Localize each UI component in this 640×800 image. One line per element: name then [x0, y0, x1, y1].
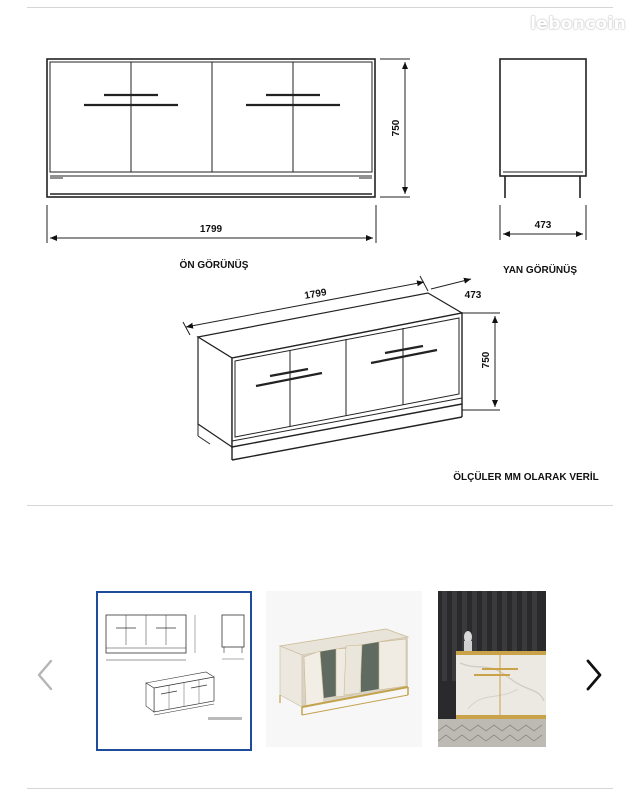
- previous-image-button[interactable]: [34, 653, 58, 697]
- chevron-left-icon: [34, 653, 58, 697]
- units-note: ÖLÇÜLER MM OLARAK VERİL: [453, 472, 599, 483]
- thumbnail-open-sideboard-photo[interactable]: [266, 591, 422, 747]
- bottom-divider: [27, 788, 613, 789]
- gallery-divider: [27, 505, 613, 506]
- thumbnail-dimension-drawing[interactable]: [96, 591, 252, 751]
- front-view: [47, 59, 375, 197]
- iso-width-label: 1799: [303, 287, 328, 302]
- thumbnail-drawing-graphic: [98, 593, 250, 745]
- front-height-label: 750: [391, 119, 402, 137]
- leboncoin-watermark: leboncoin: [530, 14, 626, 34]
- side-depth-label: 473: [534, 220, 552, 231]
- next-image-button[interactable]: [581, 653, 605, 697]
- side-view-caption: YAN GÖRÜNÜŞ: [502, 265, 578, 276]
- side-view: [500, 59, 586, 198]
- iso-height-label: 750: [481, 351, 492, 369]
- thumbnail-marble-sideboard-photo[interactable]: [438, 591, 546, 747]
- thumbnail-room-photo-graphic: [438, 591, 546, 747]
- iso-depth-label: 473: [464, 290, 482, 301]
- isometric-view: [198, 293, 462, 460]
- thumbnail-sideboard-photo-graphic: [266, 591, 422, 747]
- front-width-label: 1799: [199, 224, 223, 235]
- front-view-caption: ÖN GÖRÜNÜŞ: [179, 260, 249, 271]
- chevron-right-icon: [581, 653, 605, 697]
